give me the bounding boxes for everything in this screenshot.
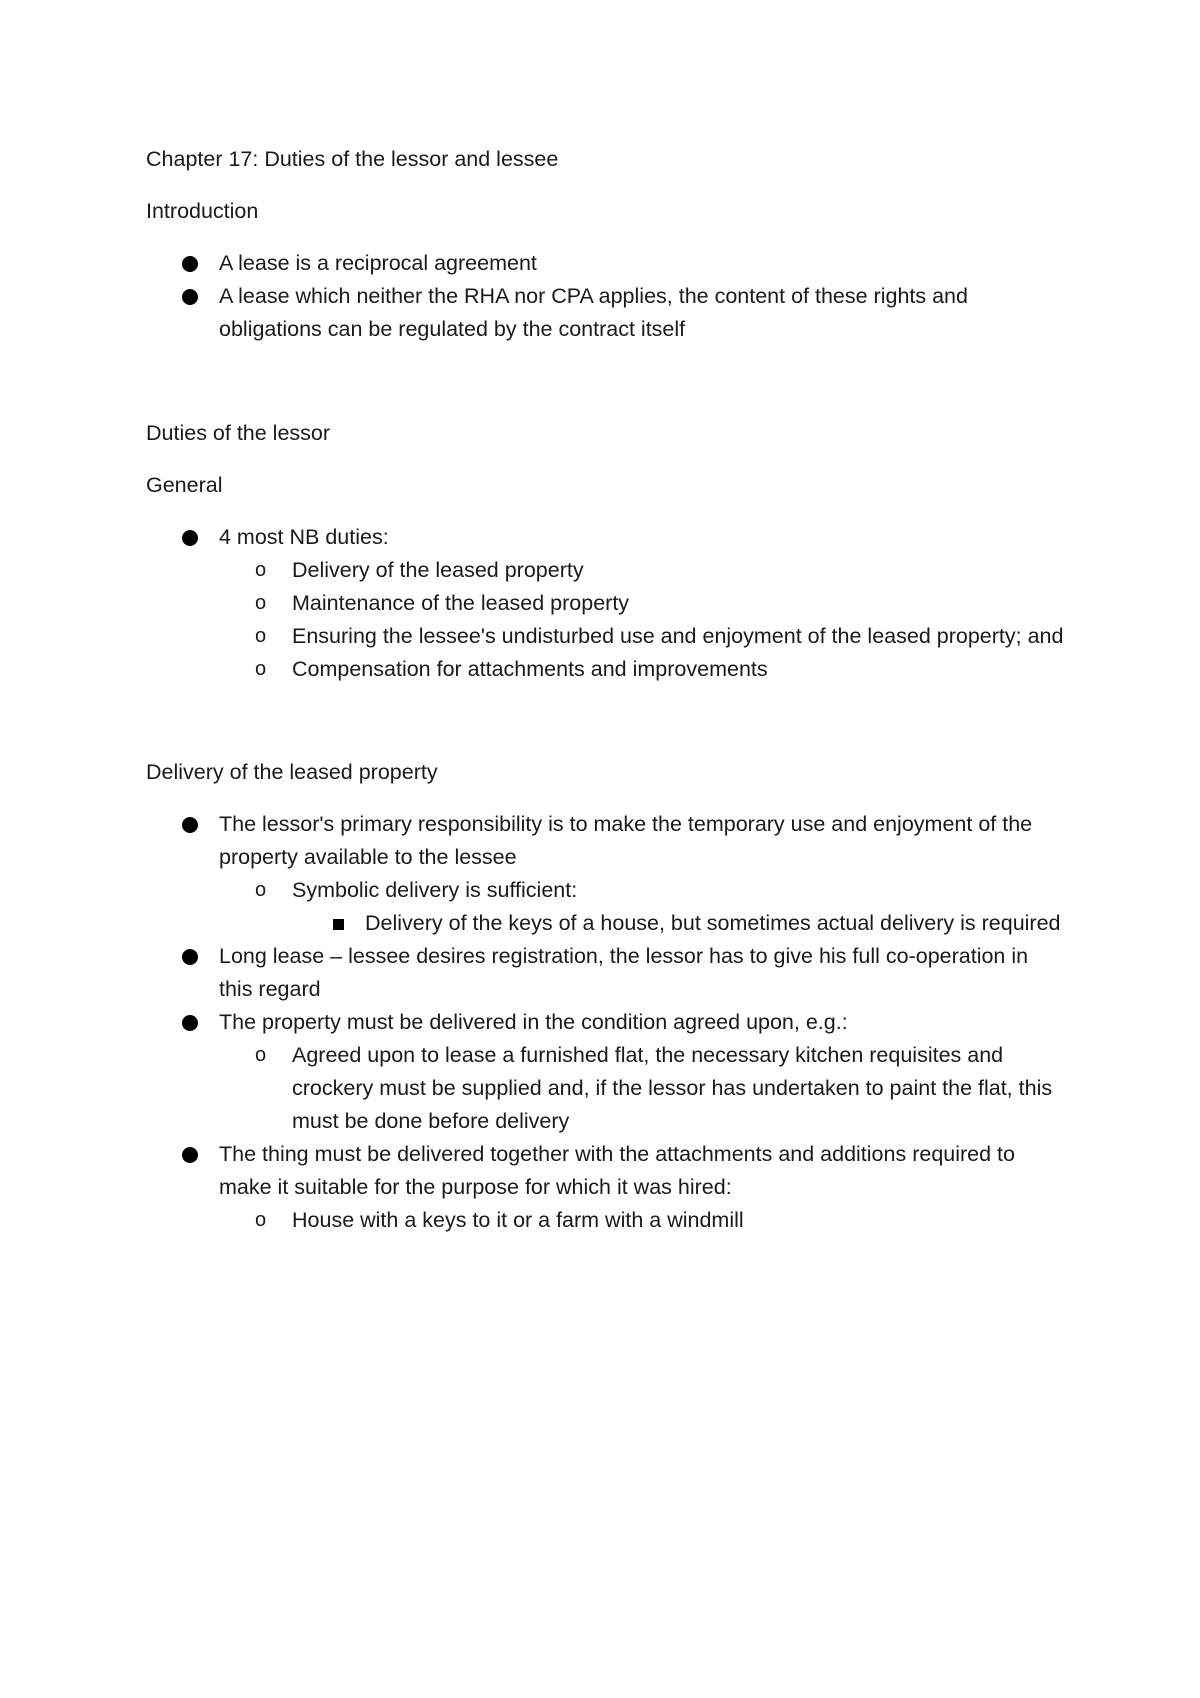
list-subitem: o Ensuring the lessee's undisturbed use and enjoyment of the leased property; and bbox=[146, 620, 1066, 653]
introduction-list bbox=[146, 247, 1066, 346]
subheading-general: General bbox=[146, 473, 223, 497]
list-item: The thing must be delivered together with the attachments and additions required to make it suitable for the purpose for which it was hired: bbox=[146, 1138, 1066, 1204]
bullet-icon bbox=[182, 1015, 198, 1031]
circle-bullet-icon: o bbox=[255, 625, 267, 647]
list-subitem: o House with a keys to it or a farm with a windmill bbox=[146, 1204, 1066, 1237]
bullet-icon bbox=[182, 949, 198, 965]
list-item: A lease which neither the RHA nor CPA applies, the content of these rights and obligations can be regulated by the contract itself bbox=[146, 280, 1066, 346]
square-bullet-icon bbox=[333, 919, 344, 930]
bullet-icon bbox=[182, 289, 198, 305]
list-item: The property must be delivered in the condition agreed upon, e.g.: bbox=[146, 1006, 1066, 1039]
circle-bullet-icon: o bbox=[255, 658, 267, 680]
bullet-icon bbox=[182, 817, 198, 833]
circle-bullet-icon: o bbox=[255, 592, 267, 614]
chapter-title: Chapter 17: Duties of the lessor and lessee bbox=[146, 147, 559, 171]
list-subitem: o Compensation for attachments and improvements bbox=[146, 653, 1066, 686]
document-content bbox=[146, 143, 1066, 1237]
circle-bullet-icon: o bbox=[255, 559, 267, 581]
bullet-icon bbox=[182, 256, 198, 272]
delivery-list bbox=[146, 808, 1066, 1237]
list-item: A lease is a reciprocal agreement bbox=[146, 247, 1066, 280]
circle-bullet-icon: o bbox=[255, 1044, 267, 1066]
circle-bullet-icon: o bbox=[255, 1209, 267, 1231]
section-heading-introduction: Introduction bbox=[146, 199, 259, 223]
list-item: Long lease – lessee desires registration, the lessor has to give his full co-operation in this regard bbox=[146, 940, 1066, 1006]
list-subsubitem: Delivery of the keys of a house, but sometimes actual delivery is required bbox=[146, 907, 1066, 940]
list-subitem: o Symbolic delivery is sufficient: bbox=[146, 874, 1066, 907]
list-item: 4 most NB duties: bbox=[146, 521, 1066, 554]
general-list bbox=[146, 521, 1066, 686]
list-subitem: o Agreed upon to lease a furnished flat, the necessary kitchen requisites and crockery must be supplied and, if the lessor has undertaken to paint the flat, this must be done before delivery bbox=[146, 1039, 1066, 1138]
bullet-icon bbox=[182, 1147, 198, 1163]
list-item: The lessor's primary responsibility is to make the temporary use and enjoyment of the property available to the lessee bbox=[146, 808, 1066, 874]
circle-bullet-icon: o bbox=[255, 879, 267, 901]
list-subitem: o Delivery of the leased property bbox=[146, 554, 1066, 587]
bullet-icon bbox=[182, 530, 198, 546]
section-heading-duties-of-lessor: Duties of the lessor bbox=[146, 421, 331, 445]
list-subitem: o Maintenance of the leased property bbox=[146, 587, 1066, 620]
section-heading-delivery: Delivery of the leased property bbox=[146, 760, 438, 784]
